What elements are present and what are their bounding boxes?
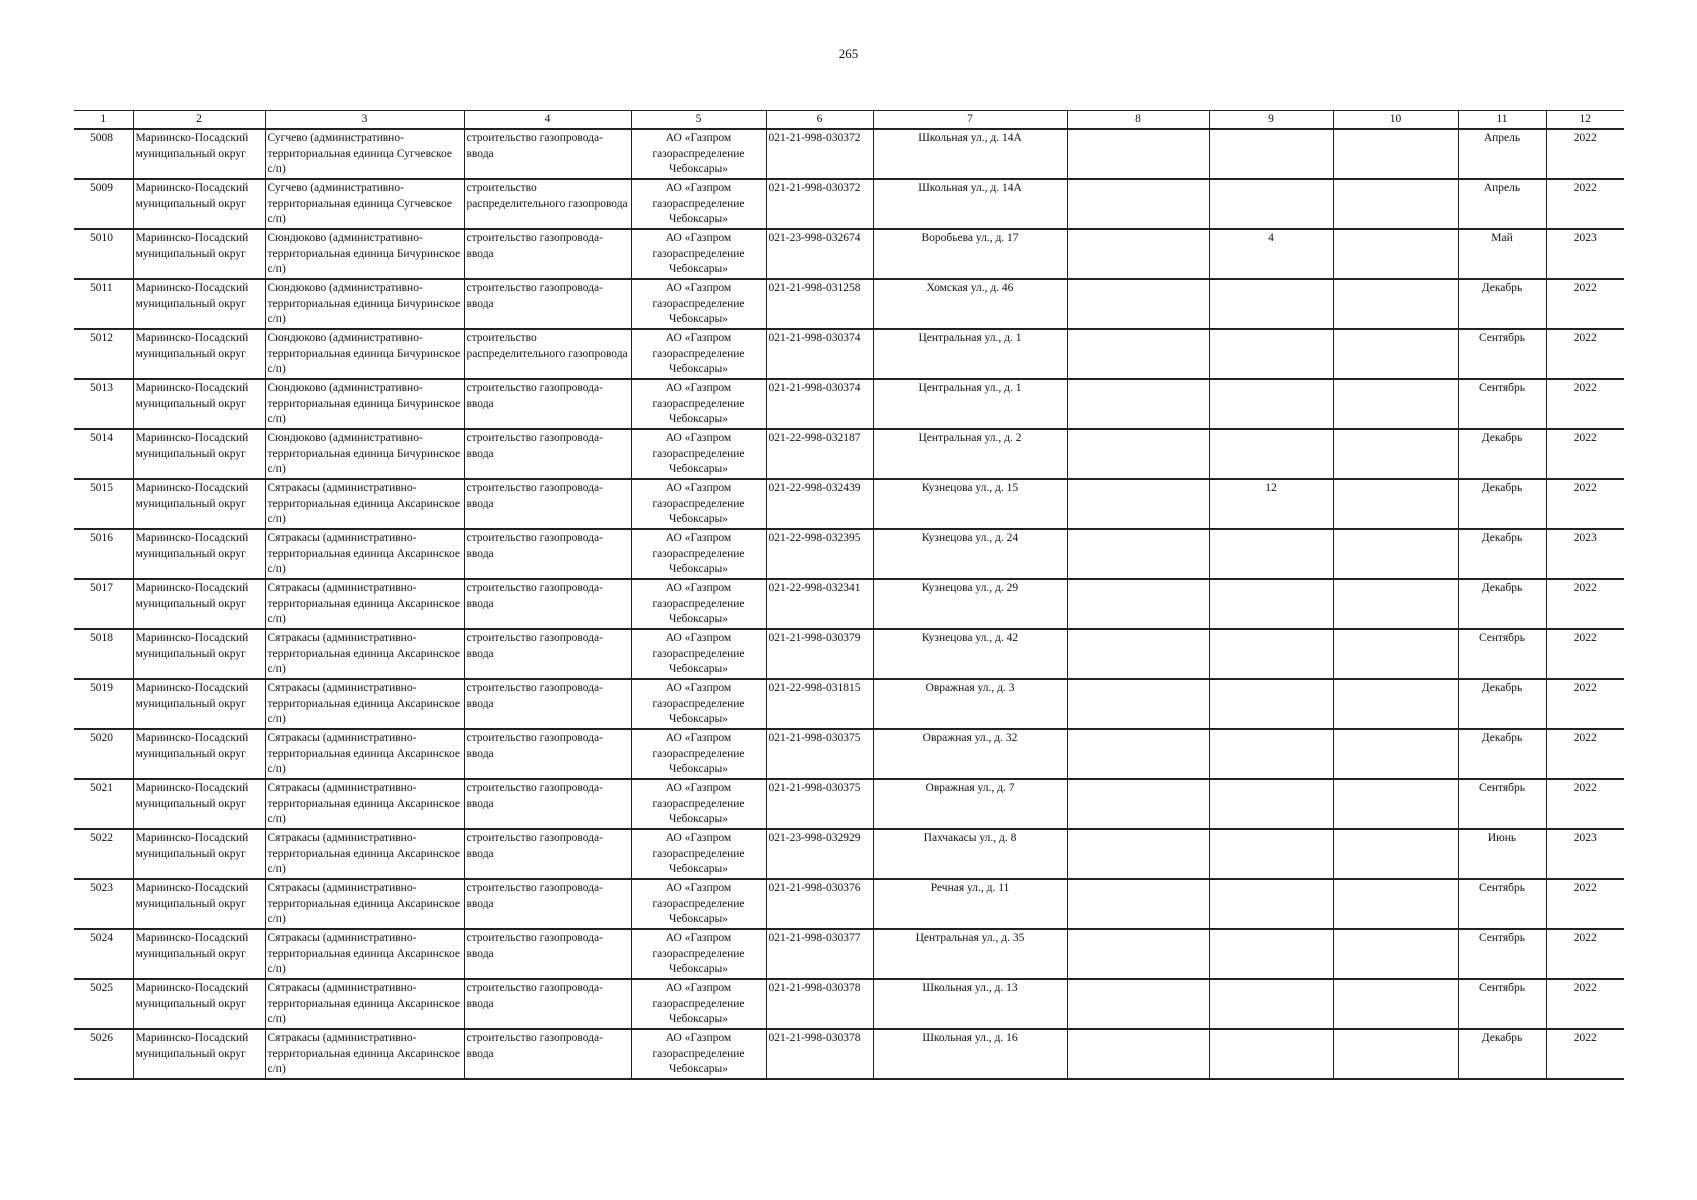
cell-col-8 xyxy=(1067,529,1209,579)
cell-address: Овражная ул., д. 3 xyxy=(873,679,1067,729)
cell-col-8 xyxy=(1067,679,1209,729)
cell-year: 2022 xyxy=(1546,279,1624,329)
cell-month: Сентябрь xyxy=(1458,629,1546,679)
column-header: 7 xyxy=(873,111,1067,130)
cell-col-9 xyxy=(1209,829,1333,879)
cell-organization: АО «Газпром газораспределение Чебоксары» xyxy=(631,629,766,679)
cell-district: Мариинско-Посадский муниципальный округ xyxy=(133,879,265,929)
cell-district: Мариинско-Посадский муниципальный округ xyxy=(133,979,265,1029)
cell-year: 2022 xyxy=(1546,479,1624,529)
cell-col-8 xyxy=(1067,279,1209,329)
table-row xyxy=(74,929,1624,979)
cell-col-8 xyxy=(1067,879,1209,929)
cell-month: Сентябрь xyxy=(1458,329,1546,379)
cell-number: 5018 xyxy=(74,629,133,679)
cell-address: Речная ул., д. 11 xyxy=(873,879,1067,929)
cell-organization: АО «Газпром газораспределение Чебоксары» xyxy=(631,179,766,229)
cell-month: Апрель xyxy=(1458,129,1546,179)
cell-month: Сентябрь xyxy=(1458,779,1546,829)
cell-district: Мариинско-Посадский муниципальный округ xyxy=(133,129,265,179)
cell-col-9 xyxy=(1209,779,1333,829)
cell-address: Кузнецова ул., д. 15 xyxy=(873,479,1067,529)
cell-col-8 xyxy=(1067,1029,1209,1079)
table-row xyxy=(74,679,1624,729)
cell-address: Кузнецова ул., д. 29 xyxy=(873,579,1067,629)
cell-month: Сентябрь xyxy=(1458,379,1546,429)
cell-number: 5012 xyxy=(74,329,133,379)
cell-code: 021-22-998-032187 xyxy=(766,429,873,479)
cell-code: 021-22-998-032439 xyxy=(766,479,873,529)
cell-col-9 xyxy=(1209,629,1333,679)
cell-work-type: строительство газопровода-ввода xyxy=(464,579,631,629)
cell-work-type: строительство газопровода-ввода xyxy=(464,679,631,729)
table-header xyxy=(74,111,1624,130)
cell-code: 021-22-998-032341 xyxy=(766,579,873,629)
cell-work-type: строительство газопровода-ввода xyxy=(464,829,631,879)
cell-number: 5023 xyxy=(74,879,133,929)
cell-number: 5008 xyxy=(74,129,133,179)
cell-month: Декабрь xyxy=(1458,729,1546,779)
cell-district: Мариинско-Посадский муниципальный округ xyxy=(133,429,265,479)
cell-code: 021-21-998-030378 xyxy=(766,979,873,1029)
cell-number: 5026 xyxy=(74,1029,133,1079)
cell-work-type: строительство распределительного газопровода xyxy=(464,179,631,229)
cell-number: 5013 xyxy=(74,379,133,429)
cell-address: Центральная ул., д. 2 xyxy=(873,429,1067,479)
cell-organization: АО «Газпром газораспределение Чебоксары» xyxy=(631,879,766,929)
cell-code: 021-21-998-030374 xyxy=(766,329,873,379)
cell-code: 021-21-998-030378 xyxy=(766,1029,873,1079)
cell-settlement: Сятракасы (административно-территориальная единица Аксаринское с/п) xyxy=(265,729,464,779)
table-body xyxy=(74,129,1624,1079)
cell-address: Пахчакасы ул., д. 8 xyxy=(873,829,1067,879)
cell-col-9: 12 xyxy=(1209,479,1333,529)
cell-number: 5011 xyxy=(74,279,133,329)
cell-year: 2022 xyxy=(1546,129,1624,179)
cell-organization: АО «Газпром газораспределение Чебоксары» xyxy=(631,129,766,179)
cell-settlement: Сугчево (административно-территориальная единица Сугчевское с/п) xyxy=(265,179,464,229)
table-row xyxy=(74,979,1624,1029)
table-row xyxy=(74,479,1624,529)
cell-work-type: строительство газопровода-ввода xyxy=(464,979,631,1029)
cell-settlement: Сюндюково (административно-территориальная единица Бичуринское с/п) xyxy=(265,279,464,329)
cell-district: Мариинско-Посадский муниципальный округ xyxy=(133,779,265,829)
cell-col-10 xyxy=(1333,329,1458,379)
cell-work-type: строительство газопровода-ввода xyxy=(464,429,631,479)
cell-number: 5024 xyxy=(74,929,133,979)
cell-settlement: Сятракасы (административно-территориальная единица Аксаринское с/п) xyxy=(265,629,464,679)
cell-col-10 xyxy=(1333,229,1458,279)
cell-month: Декабрь xyxy=(1458,1029,1546,1079)
cell-col-10 xyxy=(1333,1029,1458,1079)
cell-col-9 xyxy=(1209,679,1333,729)
table-row xyxy=(74,629,1624,679)
table-row xyxy=(74,379,1624,429)
cell-organization: АО «Газпром газораспределение Чебоксары» xyxy=(631,979,766,1029)
cell-address: Кузнецова ул., д. 42 xyxy=(873,629,1067,679)
cell-organization: АО «Газпром газораспределение Чебоксары» xyxy=(631,329,766,379)
cell-settlement: Сятракасы (административно-территориальная единица Аксаринское с/п) xyxy=(265,829,464,879)
cell-month: Декабрь xyxy=(1458,579,1546,629)
cell-month: Сентябрь xyxy=(1458,879,1546,929)
page-number: 265 xyxy=(838,46,859,61)
cell-settlement: Сятракасы (административно-территориальная единица Аксаринское с/п) xyxy=(265,1029,464,1079)
cell-settlement: Сятракасы (административно-территориальная единица Аксаринское с/п) xyxy=(265,579,464,629)
cell-year: 2022 xyxy=(1546,979,1624,1029)
cell-col-9 xyxy=(1209,879,1333,929)
cell-month: Сентябрь xyxy=(1458,979,1546,1029)
cell-settlement: Сятракасы (административно-территориальная единица Аксаринское с/п) xyxy=(265,529,464,579)
cell-code: 021-23-998-032929 xyxy=(766,829,873,879)
column-header: 6 xyxy=(766,111,873,130)
cell-month: Декабрь xyxy=(1458,479,1546,529)
cell-col-8 xyxy=(1067,379,1209,429)
cell-col-9 xyxy=(1209,979,1333,1029)
cell-year: 2022 xyxy=(1546,729,1624,779)
cell-work-type: строительство газопровода-ввода xyxy=(464,479,631,529)
cell-col-9 xyxy=(1209,279,1333,329)
cell-month: Сентябрь xyxy=(1458,929,1546,979)
cell-district: Мариинско-Посадский муниципальный округ xyxy=(133,579,265,629)
cell-work-type: строительство газопровода-ввода xyxy=(464,879,631,929)
cell-col-10 xyxy=(1333,779,1458,829)
table-row xyxy=(74,879,1624,929)
cell-col-9: 4 xyxy=(1209,229,1333,279)
table-row xyxy=(74,129,1624,179)
cell-code: 021-21-998-030376 xyxy=(766,879,873,929)
column-header: 2 xyxy=(133,111,265,130)
cell-work-type: строительство газопровода-ввода xyxy=(464,129,631,179)
cell-year: 2022 xyxy=(1546,629,1624,679)
cell-col-9 xyxy=(1209,429,1333,479)
cell-col-9 xyxy=(1209,329,1333,379)
cell-organization: АО «Газпром газораспределение Чебоксары» xyxy=(631,779,766,829)
cell-work-type: строительство газопровода-ввода xyxy=(464,279,631,329)
cell-code: 021-23-998-032674 xyxy=(766,229,873,279)
table-row xyxy=(74,779,1624,829)
cell-col-10 xyxy=(1333,179,1458,229)
cell-address: Овражная ул., д. 32 xyxy=(873,729,1067,779)
cell-col-8 xyxy=(1067,479,1209,529)
cell-col-8 xyxy=(1067,979,1209,1029)
cell-work-type: строительство газопровода-ввода xyxy=(464,1029,631,1079)
cell-district: Мариинско-Посадский муниципальный округ xyxy=(133,1029,265,1079)
cell-number: 5021 xyxy=(74,779,133,829)
cell-address: Овражная ул., д. 7 xyxy=(873,779,1067,829)
cell-year: 2022 xyxy=(1546,1029,1624,1079)
column-header: 3 xyxy=(265,111,464,130)
cell-year: 2022 xyxy=(1546,679,1624,729)
cell-number: 5009 xyxy=(74,179,133,229)
table-row xyxy=(74,279,1624,329)
cell-month: Декабрь xyxy=(1458,679,1546,729)
cell-code: 021-21-998-030375 xyxy=(766,779,873,829)
cell-number: 5020 xyxy=(74,729,133,779)
cell-settlement: Сюндюково (административно-территориальная единица Бичуринское с/п) xyxy=(265,329,464,379)
cell-district: Мариинско-Посадский муниципальный округ xyxy=(133,479,265,529)
cell-col-9 xyxy=(1209,579,1333,629)
cell-year: 2022 xyxy=(1546,579,1624,629)
cell-organization: АО «Газпром газораспределение Чебоксары» xyxy=(631,229,766,279)
cell-code: 021-22-998-031815 xyxy=(766,679,873,729)
cell-year: 2022 xyxy=(1546,879,1624,929)
cell-organization: АО «Газпром газораспределение Чебоксары» xyxy=(631,579,766,629)
cell-col-10 xyxy=(1333,679,1458,729)
cell-number: 5016 xyxy=(74,529,133,579)
cell-district: Мариинско-Посадский муниципальный округ xyxy=(133,379,265,429)
cell-organization: АО «Газпром газораспределение Чебоксары» xyxy=(631,829,766,879)
cell-code: 021-21-998-030372 xyxy=(766,129,873,179)
column-header: 9 xyxy=(1209,111,1333,130)
cell-col-8 xyxy=(1067,329,1209,379)
cell-col-10 xyxy=(1333,829,1458,879)
cell-col-10 xyxy=(1333,379,1458,429)
cell-district: Мариинско-Посадский муниципальный округ xyxy=(133,829,265,879)
cell-district: Мариинско-Посадский муниципальный округ xyxy=(133,679,265,729)
cell-address: Школьная ул., д. 14А xyxy=(873,129,1067,179)
cell-organization: АО «Газпром газораспределение Чебоксары» xyxy=(631,279,766,329)
cell-address: Школьная ул., д. 13 xyxy=(873,979,1067,1029)
cell-district: Мариинско-Посадский муниципальный округ xyxy=(133,329,265,379)
cell-organization: АО «Газпром газораспределение Чебоксары» xyxy=(631,479,766,529)
cell-district: Мариинско-Посадский муниципальный округ xyxy=(133,629,265,679)
cell-settlement: Сятракасы (административно-территориальная единица Аксаринское с/п) xyxy=(265,479,464,529)
column-header: 8 xyxy=(1067,111,1209,130)
column-header: 11 xyxy=(1458,111,1546,130)
cell-year: 2023 xyxy=(1546,229,1624,279)
cell-work-type: строительство газопровода-ввода xyxy=(464,379,631,429)
cell-col-8 xyxy=(1067,579,1209,629)
cell-organization: АО «Газпром газораспределение Чебоксары» xyxy=(631,429,766,479)
cell-settlement: Сятракасы (административно-территориальная единица Аксаринское с/п) xyxy=(265,929,464,979)
cell-col-9 xyxy=(1209,929,1333,979)
cell-year: 2022 xyxy=(1546,329,1624,379)
cell-settlement: Сятракасы (административно-территориальная единица Аксаринское с/п) xyxy=(265,879,464,929)
table-row xyxy=(74,729,1624,779)
cell-district: Мариинско-Посадский муниципальный округ xyxy=(133,529,265,579)
cell-work-type: строительство газопровода-ввода xyxy=(464,629,631,679)
cell-col-8 xyxy=(1067,129,1209,179)
cell-number: 5015 xyxy=(74,479,133,529)
cell-settlement: Сятракасы (административно-территориальная единица Аксаринское с/п) xyxy=(265,679,464,729)
cell-work-type: строительство газопровода-ввода xyxy=(464,229,631,279)
cell-col-9 xyxy=(1209,1029,1333,1079)
cell-month: Декабрь xyxy=(1458,529,1546,579)
cell-settlement: Сюндюково (административно-территориальная единица Бичуринское с/п) xyxy=(265,429,464,479)
cell-month: Декабрь xyxy=(1458,279,1546,329)
cell-code: 021-21-998-030375 xyxy=(766,729,873,779)
column-header: 5 xyxy=(631,111,766,130)
cell-district: Мариинско-Посадский муниципальный округ xyxy=(133,179,265,229)
cell-number: 5025 xyxy=(74,979,133,1029)
cell-settlement: Сугчево (административно-территориальная единица Сугчевское с/п) xyxy=(265,129,464,179)
cell-col-10 xyxy=(1333,279,1458,329)
table-row xyxy=(74,529,1624,579)
cell-col-10 xyxy=(1333,579,1458,629)
cell-code: 021-22-998-032395 xyxy=(766,529,873,579)
cell-year: 2022 xyxy=(1546,179,1624,229)
cell-address: Хомская ул., д. 46 xyxy=(873,279,1067,329)
cell-code: 021-21-998-031258 xyxy=(766,279,873,329)
cell-code: 021-21-998-030377 xyxy=(766,929,873,979)
cell-col-8 xyxy=(1067,829,1209,879)
cell-month: Май xyxy=(1458,229,1546,279)
cell-col-10 xyxy=(1333,429,1458,479)
table-row xyxy=(74,329,1624,379)
cell-work-type: строительство газопровода-ввода xyxy=(464,729,631,779)
table-row xyxy=(74,429,1624,479)
cell-address: Школьная ул., д. 14А xyxy=(873,179,1067,229)
cell-number: 5014 xyxy=(74,429,133,479)
cell-organization: АО «Газпром газораспределение Чебоксары» xyxy=(631,1029,766,1079)
cell-district: Мариинско-Посадский муниципальный округ xyxy=(133,279,265,329)
cell-col-9 xyxy=(1209,179,1333,229)
table-row xyxy=(74,829,1624,879)
cell-number: 5019 xyxy=(74,679,133,729)
cell-organization: АО «Газпром газораспределение Чебоксары» xyxy=(631,379,766,429)
cell-code: 021-21-998-030379 xyxy=(766,629,873,679)
cell-organization: АО «Газпром газораспределение Чебоксары» xyxy=(631,929,766,979)
cell-number: 5010 xyxy=(74,229,133,279)
cell-col-8 xyxy=(1067,629,1209,679)
cell-number: 5017 xyxy=(74,579,133,629)
cell-col-9 xyxy=(1209,529,1333,579)
cell-address: Центральная ул., д. 1 xyxy=(873,379,1067,429)
cell-col-10 xyxy=(1333,929,1458,979)
cell-col-8 xyxy=(1067,729,1209,779)
cell-code: 021-21-998-030374 xyxy=(766,379,873,429)
cell-settlement: Сюндюково (административно-территориальная единица Бичуринское с/п) xyxy=(265,229,464,279)
cell-year: 2022 xyxy=(1546,379,1624,429)
cell-work-type: строительство газопровода-ввода xyxy=(464,929,631,979)
cell-month: Июнь xyxy=(1458,829,1546,879)
table-row xyxy=(74,579,1624,629)
cell-address: Школьная ул., д. 16 xyxy=(873,1029,1067,1079)
cell-year: 2023 xyxy=(1546,529,1624,579)
cell-number: 5022 xyxy=(74,829,133,879)
cell-month: Декабрь xyxy=(1458,429,1546,479)
column-header: 1 xyxy=(74,111,133,130)
cell-organization: АО «Газпром газораспределение Чебоксары» xyxy=(631,729,766,779)
cell-col-9 xyxy=(1209,729,1333,779)
cell-settlement: Сятракасы (административно-территориальная единица Аксаринское с/п) xyxy=(265,979,464,1029)
cell-col-10 xyxy=(1333,629,1458,679)
cell-col-9 xyxy=(1209,129,1333,179)
column-header: 4 xyxy=(464,111,631,130)
cell-col-8 xyxy=(1067,929,1209,979)
cell-col-10 xyxy=(1333,729,1458,779)
cell-address: Воробьева ул., д. 17 xyxy=(873,229,1067,279)
cell-col-10 xyxy=(1333,479,1458,529)
cell-work-type: строительство газопровода-ввода xyxy=(464,529,631,579)
cell-address: Центральная ул., д. 35 xyxy=(873,929,1067,979)
table-row xyxy=(74,179,1624,229)
column-header: 10 xyxy=(1333,111,1458,130)
header-row xyxy=(74,111,1624,130)
cell-year: 2023 xyxy=(1546,829,1624,879)
cell-district: Мариинско-Посадский муниципальный округ xyxy=(133,729,265,779)
cell-address: Кузнецова ул., д. 24 xyxy=(873,529,1067,579)
cell-work-type: строительство газопровода-ввода xyxy=(464,779,631,829)
cell-code: 021-21-998-030372 xyxy=(766,179,873,229)
cell-organization: АО «Газпром газораспределение Чебоксары» xyxy=(631,529,766,579)
cell-organization: АО «Газпром газораспределение Чебоксары» xyxy=(631,679,766,729)
cell-month: Апрель xyxy=(1458,179,1546,229)
column-header: 12 xyxy=(1546,111,1624,130)
cell-col-10 xyxy=(1333,129,1458,179)
cell-year: 2022 xyxy=(1546,929,1624,979)
cell-col-8 xyxy=(1067,429,1209,479)
cell-year: 2022 xyxy=(1546,429,1624,479)
cell-settlement: Сюндюково (административно-территориальная единица Бичуринское с/п) xyxy=(265,379,464,429)
registry-table xyxy=(74,110,1624,1080)
cell-col-8 xyxy=(1067,229,1209,279)
table-row xyxy=(74,1029,1624,1079)
cell-col-10 xyxy=(1333,879,1458,929)
cell-address: Центральная ул., д. 1 xyxy=(873,329,1067,379)
cell-district: Мариинско-Посадский муниципальный округ xyxy=(133,929,265,979)
cell-work-type: строительство распределительного газопровода xyxy=(464,329,631,379)
cell-col-10 xyxy=(1333,529,1458,579)
table-row xyxy=(74,229,1624,279)
cell-col-8 xyxy=(1067,179,1209,229)
cell-col-9 xyxy=(1209,379,1333,429)
cell-district: Мариинско-Посадский муниципальный округ xyxy=(133,229,265,279)
cell-settlement: Сятракасы (административно-территориальная единица Аксаринское с/п) xyxy=(265,779,464,829)
cell-col-10 xyxy=(1333,979,1458,1029)
cell-col-8 xyxy=(1067,779,1209,829)
cell-year: 2022 xyxy=(1546,779,1624,829)
